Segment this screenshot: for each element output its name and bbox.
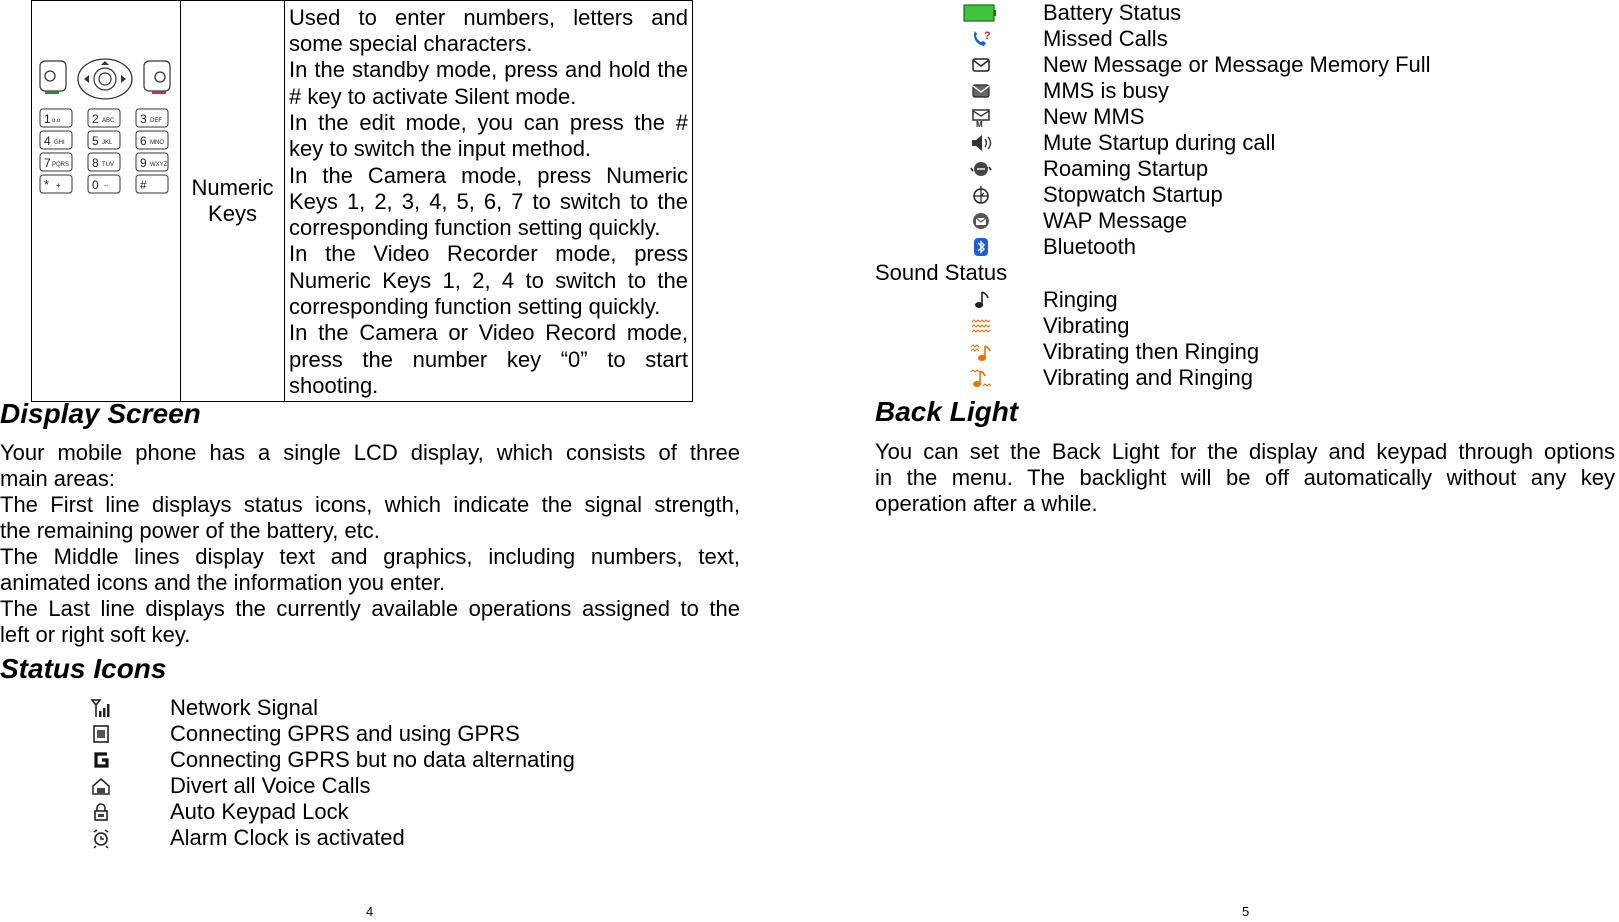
display-line: the remaining power of the battery, etc. <box>0 518 380 543</box>
alarm-clock-icon <box>90 827 112 849</box>
svg-text:3: 3 <box>140 112 147 126</box>
battery-icon <box>963 3 997 23</box>
back-light-heading: Back Light <box>875 396 1019 427</box>
desc-line: corresponding function setting quickly. <box>289 294 661 320</box>
backlight-line: in the menu. The backlight will be off automatically without any key <box>875 465 1615 490</box>
svg-text:MNO: MNO <box>150 140 164 146</box>
desc-line: In the Camera mode, press Numeric <box>289 162 688 188</box>
list-item-label: Bluetooth <box>1043 234 1136 259</box>
svg-text:PQRS: PQRS <box>52 162 70 168</box>
svg-text:1: 1 <box>44 112 51 126</box>
desc-line: In the edit mode, you can press the # <box>289 109 688 135</box>
display-line: animated icons and the information you enter. <box>0 570 446 595</box>
gprs-using-icon <box>90 723 112 745</box>
roaming-icon <box>970 158 992 180</box>
svg-text:?: ? <box>984 30 991 42</box>
list-item-label: Auto Keypad Lock <box>170 799 349 824</box>
keypad-image-cell <box>32 1 181 402</box>
list-item-label: Battery Status <box>1043 0 1182 25</box>
vibrate-and-ring-icon <box>970 367 992 389</box>
desc-line: # key to activate Silent mode. <box>289 83 577 109</box>
gprs-no-data-icon <box>90 749 112 771</box>
list-item-label: Vibrating and Ringing <box>1043 365 1253 390</box>
svg-text:0: 0 <box>92 178 99 192</box>
display-line: The First line displays status icons, which indicate the signal strength, <box>0 492 740 517</box>
vibrate-then-ring-icon <box>970 341 992 363</box>
list-item-label: Stopwatch Startup <box>1043 182 1223 207</box>
list-item-label: Alarm Clock is activated <box>170 825 405 850</box>
keypad-illustration <box>32 1 180 396</box>
svg-text:JKL: JKL <box>102 140 113 146</box>
svg-text:+: + <box>56 181 61 190</box>
desc-line: Numeric Keys 1, 2, 4 to switch to the <box>289 267 688 293</box>
list-item-label: New MMS <box>1043 104 1145 129</box>
key-name-cell <box>181 1 285 402</box>
svg-text:7: 7 <box>44 156 51 170</box>
list-item-label: Divert all Voice Calls <box>170 773 371 798</box>
backlight-line: You can set the Back Light for the display and keypad through options <box>875 439 1615 464</box>
mute-icon <box>970 132 992 154</box>
backlight-line: operation after a while. <box>875 491 1098 516</box>
list-item-label: Network Signal <box>170 695 318 720</box>
network-signal-icon <box>90 697 112 719</box>
desc-line: Used to enter numbers, letters and <box>289 4 688 30</box>
svg-text:8: 8 <box>92 156 99 170</box>
display-line: left or right soft key. <box>0 622 191 647</box>
desc-line: Keys 1, 2, 3, 4, 5, 6, 7 to switch to the <box>289 188 688 214</box>
list-item-label: Ringing <box>1043 287 1118 312</box>
page-number-right: 5 <box>1242 904 1250 919</box>
svg-text:GHI: GHI <box>54 140 65 146</box>
svg-text:TUV: TUV <box>102 162 114 168</box>
svg-text:ABC: ABC <box>102 118 115 124</box>
key-description-cell <box>285 1 693 402</box>
key-name: Numeric Keys <box>191 175 274 226</box>
desc-line: shooting. <box>289 372 379 398</box>
display-line: main areas: <box>0 466 115 491</box>
list-item-label: Vibrating then Ringing <box>1043 339 1260 364</box>
backlight-paragraph <box>875 439 1615 517</box>
svg-text:4: 4 <box>44 134 51 148</box>
new-mms-icon <box>970 106 992 128</box>
stopwatch-icon <box>970 184 992 206</box>
bluetooth-icon <box>970 236 992 258</box>
mms-busy-icon <box>970 80 992 102</box>
desc-line: In the standby mode, press and hold the <box>289 57 688 83</box>
numeric-keys-table <box>31 0 693 402</box>
list-item-label: MMS is busy <box>1043 78 1169 103</box>
svg-text:#: # <box>140 178 147 192</box>
new-message-icon <box>970 54 992 76</box>
desc-line: corresponding function setting quickly. <box>289 215 661 241</box>
desc-line: In the Video Recorder mode, press <box>289 241 688 267</box>
display-line: The Middle lines display text and graphics, including numbers, text, <box>0 544 740 569</box>
wap-message-icon <box>970 210 992 232</box>
ringing-icon <box>970 289 992 311</box>
desc-line: some special characters. <box>289 31 533 57</box>
list-item-label: New Message or Message Memory Full <box>1043 52 1431 77</box>
svg-text:5: 5 <box>92 134 99 148</box>
svg-text:9: 9 <box>140 156 147 170</box>
display-paragraph <box>0 440 740 648</box>
desc-line: In the Camera or Video Record mode, <box>289 320 688 346</box>
svg-text:*: * <box>44 177 50 192</box>
status-icons-heading: Status Icons <box>0 653 167 684</box>
desc-line: press the number key “0” to start <box>289 346 688 372</box>
list-item-label: Connecting GPRS but no data alternating <box>170 747 575 772</box>
svg-text:6: 6 <box>140 134 147 148</box>
svg-text:--: -- <box>104 183 109 190</box>
divert-calls-icon <box>90 775 112 797</box>
missed-calls-icon <box>970 28 992 50</box>
list-item-label: WAP Message <box>1043 208 1188 233</box>
list-item-label: Missed Calls <box>1043 26 1168 51</box>
display-screen-heading: Display Screen <box>0 398 201 429</box>
svg-text:M: M <box>976 120 983 128</box>
svg-text:WXYZ: WXYZ <box>150 162 168 168</box>
svg-text:o.o: o.o <box>52 118 61 124</box>
vibrating-icon <box>970 315 992 337</box>
list-item-label: Connecting GPRS and using GPRS <box>170 721 520 746</box>
svg-text:2: 2 <box>92 112 99 126</box>
keypad-lock-icon <box>90 801 112 823</box>
sound-status-label: Sound Status <box>875 260 1008 285</box>
key-description <box>285 3 692 399</box>
display-line: Your mobile phone has a single LCD display, which consists of three <box>0 440 740 465</box>
list-item-label: Roaming Startup <box>1043 156 1209 181</box>
list-item-label: Mute Startup during call <box>1043 130 1276 155</box>
desc-line: key to switch the input method. <box>289 136 592 162</box>
svg-text:DEF: DEF <box>150 118 162 124</box>
list-item-label: Vibrating <box>1043 313 1130 338</box>
page-number-left: 4 <box>366 904 374 919</box>
display-line: The Last line displays the currently available operations assigned to the <box>0 596 740 621</box>
